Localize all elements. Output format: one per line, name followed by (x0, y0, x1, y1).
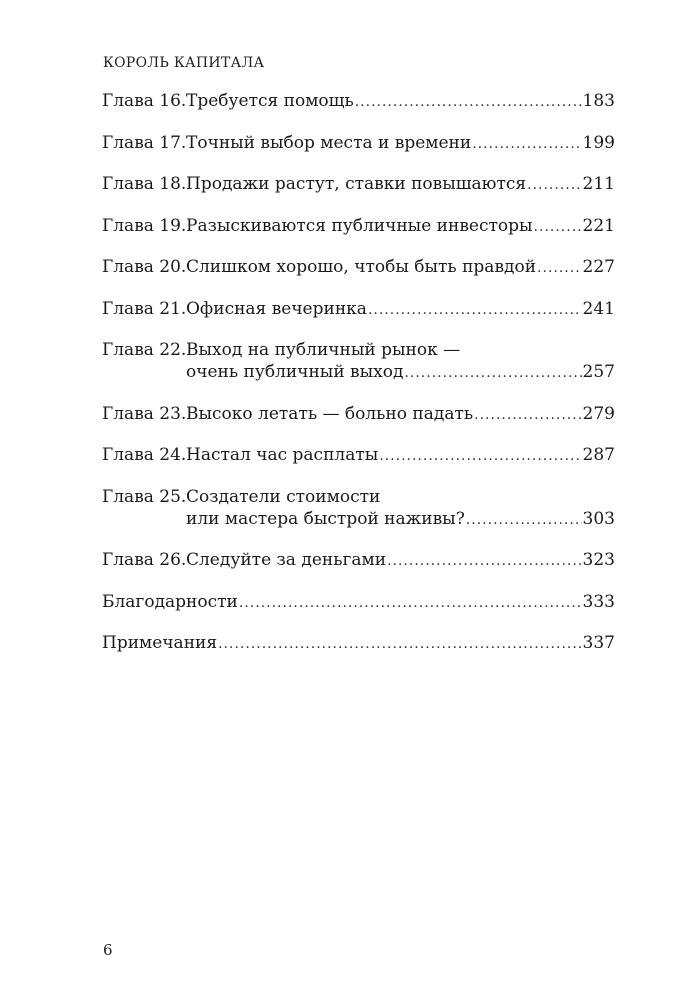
dot-leader (537, 257, 582, 279)
dot-leader (534, 216, 582, 238)
toc-entry-chapter-19[interactable] (102, 215, 615, 238)
dot-leader (387, 550, 581, 572)
toc-entry-title-line2: очень публичный выход (186, 362, 404, 382)
toc-entry-chapter-18[interactable] (102, 173, 615, 196)
toc-entry-title: Настал час расплаты (186, 445, 379, 465)
page-number: 6 (103, 941, 113, 959)
toc-entry-page: 287 (582, 445, 615, 465)
dot-leader (404, 362, 581, 384)
table-of-contents (102, 90, 615, 674)
toc-entry-page: 279 (582, 403, 615, 424)
toc-entry-chapter-24[interactable] (102, 444, 615, 467)
toc-entry-chapter-23[interactable] (102, 403, 615, 426)
toc-entry-title: Благодарности (102, 591, 238, 612)
toc-entry-label: Глава 20. (102, 257, 187, 277)
toc-entry-title-line2: или мастера быстрой наживы? (186, 508, 465, 529)
toc-entry-page: 323 (582, 550, 615, 570)
toc-entry-title: Разыскиваются публичные инвесторы (186, 215, 533, 236)
toc-entry-label: Глава 24. (102, 445, 187, 465)
dot-leader (239, 592, 582, 614)
toc-entry-title: Продажи растут, ставки повышаются (186, 174, 527, 194)
toc-entry-page: 211 (582, 174, 615, 194)
dot-leader (218, 633, 581, 655)
toc-entry-chapter-16[interactable] (102, 90, 615, 113)
toc-entry-acknowledgments[interactable] (102, 591, 615, 614)
toc-entry-chapter-25[interactable] (102, 486, 615, 531)
dot-leader (466, 509, 582, 531)
toc-entry-title: Слишком хорошо, чтобы быть правдой (186, 257, 537, 277)
dot-leader (368, 299, 582, 321)
toc-entry-chapter-17[interactable] (102, 132, 615, 155)
toc-entry-chapter-22[interactable] (102, 339, 615, 384)
toc-entry-label: Глава 23. (102, 403, 187, 424)
toc-entry-title: Следуйте за деньгами (186, 550, 387, 570)
toc-entry-label: Глава 26. (102, 550, 187, 570)
toc-entry-label: Глава 22. (102, 340, 187, 360)
toc-entry-chapter-21[interactable] (102, 298, 615, 321)
toc-entry-page: 183 (582, 91, 615, 111)
dot-leader (474, 404, 581, 426)
toc-entry-title: Примечания (102, 633, 218, 653)
toc-entry-page: 221 (582, 215, 615, 236)
toc-entry-title-line1: Создатели стоимости (186, 486, 381, 507)
toc-entry-title: Офисная вечеринка (186, 298, 367, 319)
toc-entry-page: 227 (582, 257, 615, 277)
toc-entry-chapter-26[interactable] (102, 549, 615, 572)
running-header: КОРОЛЬ КАПИТАЛА (103, 55, 265, 71)
toc-entry-title: Требуется помощь (186, 91, 354, 111)
toc-entry-label: Глава 17. (102, 132, 187, 153)
toc-entry-title: Высоко летать — больно падать (186, 403, 474, 424)
dot-leader (472, 133, 581, 155)
dot-leader (379, 445, 581, 467)
toc-entry-page: 337 (582, 633, 615, 653)
toc-entry-title-line1: Выход на публичный рынок — (186, 340, 461, 360)
toc-entry-title: Точный выбор места и времени (186, 132, 472, 153)
toc-entry-chapter-20[interactable] (102, 256, 615, 279)
toc-entry-page: 241 (582, 298, 615, 319)
toc-entry-label: Глава 21. (102, 298, 187, 319)
toc-entry-label: Глава 25. (102, 486, 187, 507)
dot-leader (527, 174, 581, 196)
toc-entry-page: 199 (582, 132, 615, 153)
dot-leader (355, 91, 582, 113)
toc-entry-label: Глава 18. (102, 174, 187, 194)
toc-entry-label: Глава 16. (102, 91, 187, 111)
toc-entry-page: 333 (582, 591, 615, 612)
toc-entry-page: 303 (582, 508, 615, 529)
toc-entry-notes[interactable] (102, 632, 615, 655)
toc-entry-page: 257 (582, 362, 615, 382)
toc-entry-label: Глава 19. (102, 215, 187, 236)
